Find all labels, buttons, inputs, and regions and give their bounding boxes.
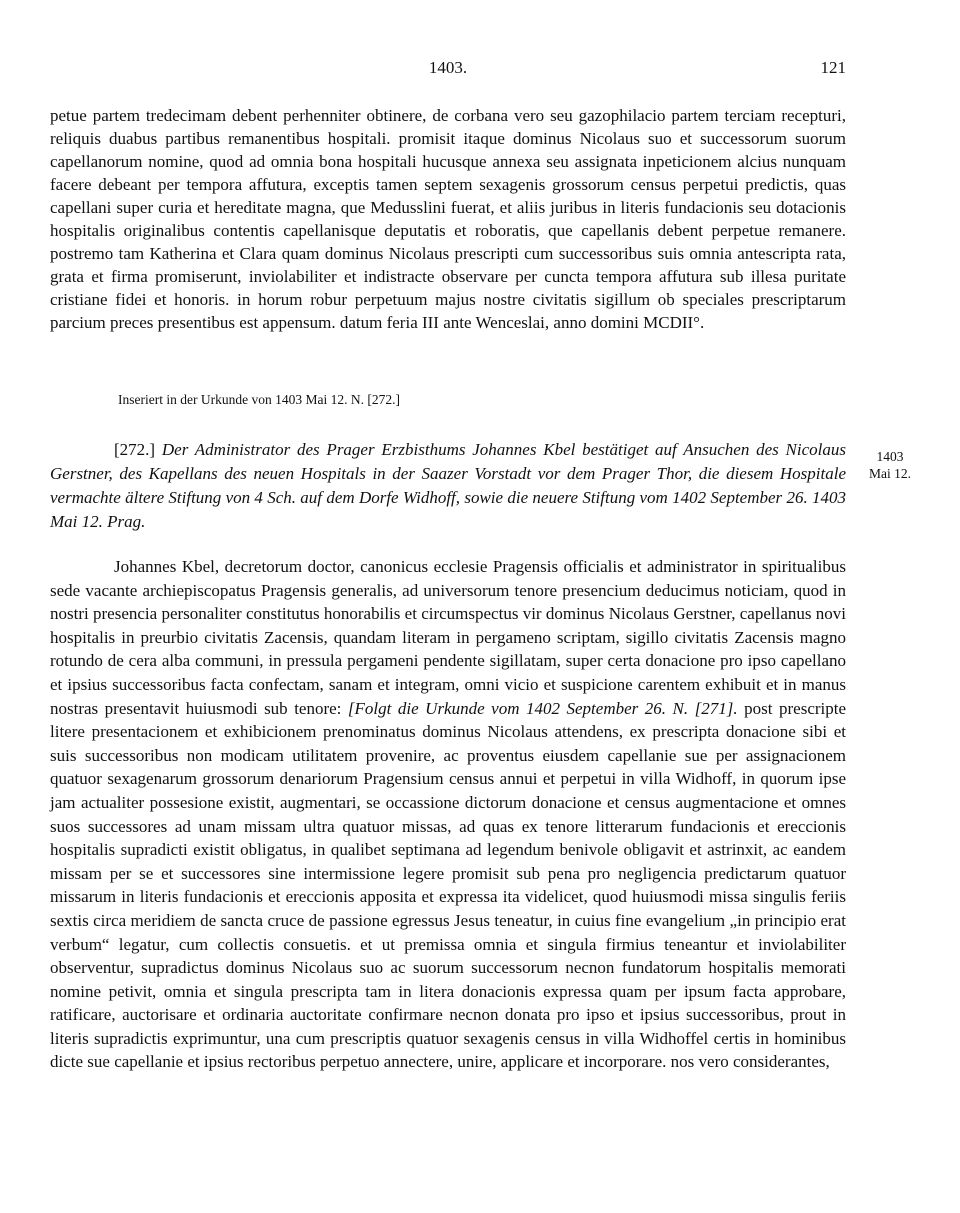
document-text	[50, 555, 846, 1074]
running-head-year: 1403.	[428, 58, 468, 77]
margin-date-day: Mai 12.	[869, 466, 911, 481]
insertion-note: Inseriert in der Urkunde von 1403 Mai 12. N. [272.]	[118, 392, 400, 407]
margin-date	[862, 448, 918, 482]
inserted-document-reference: [Folgt die Urkunde vom 1402 September 26. N. [271].	[347, 698, 738, 718]
document-regest	[50, 438, 846, 534]
paragraph-continuation: petue partem tredecimam debent perhenniter obtinere, de corbana vero seu gazophilacio partem terciam recepturi, reliquis duabus partibus remanentibus hospitali. promisit itaque dominus Nicolaus suo et successorum suorum capellanorum nomine, quod ad omnia bona hospitali hucusque annexa seu assignata inpeticionem alcius nunquam facere debeant per tempora affutura, exceptis tamen septem sexagenis grossorum census perpetui predictis, quas capellani super curia et hereditate magna, que Medusslini fuerat, et aliis juribus in literis fundacionis seu dotacionis hospitalis originalibus contentis capellanisque deputatis et roboratis, que capellanis debent perpetue remanere. postremo tam Katherina et Clara quam dominus Nicolaus prescripti cum successoribus suis omnia antescripta rata, grata et firma promiserunt, inviolabiliter et indistracte observare per cuncta tempora affutura sub illesa puritate cristiane fidei et honoris. in horum robur perpetuum majus nostre civitatis sigillum ob speciales prescriptarum parcium preces presentibus est appensum. datum feria III ante Wenceslai, anno domini MCDII°.	[50, 106, 846, 332]
running-head	[50, 58, 846, 80]
document-text-part1: Johannes Kbel, decretorum doctor, canonicus ecclesie Pragensis officialis et administrator in spiritualibus sede vacante archiepiscopatus Pragensis generalis, ad universorum tenore presencium deducimus noticiam, quod in nostri presencia personaliter constitutus honorabilis et circumspectus vir dominus Nicolaus Gerstner, capellanus novi hospitalis in preurbio civitatis Zacensis, quandam literam in pergameno scriptam, sigillo civitatis Zacensis magno rotundo de cera alba communi, in pressula pergameni pendente sigillatam, super certa donacione pro ipso capellano et ipsius successoribus facta confectam, sanam et integram, omni vicio et suspicione carentem exhibuit et in manus nostras presentavit huiusmodi sub tenore:	[50, 557, 846, 718]
page-number: 121	[820, 58, 846, 77]
document-number: [272.]	[114, 440, 156, 459]
document-text-part2: post prescripte litere presentacionem et exhibicionem prenominatus dominus Nicolaus attendens, ex prescripta donacione sibi et suis successoribus non modicam utilitatem provenire, ac proventus eiusdem capellanie sue per assignacionem quatuor sexagenarum grossorum denariorum Pragensium census annui et perpetui in villa Widhoff, in quorum ipse jam actualiter possesione existit, augmentari, se occassione dictorum donacione et census augmentacione et omnes suos successores ad unam missam ultra quatuor missas, ad quas ex tenore litterarum fundacionis et ereccionis hospitalis supradicti existit obligatus, in qualibet septimana ad legendum benivole obligavit et astrinxit, ac eandem missam per se et successores sine intermissione legere promisit sub pena pro negligencia predictarum quatuor missarum in literis fundacionis et ereccionis apposita et expressa ita videlicet, quod huiusmodi missa singulis feriis sextis circa meridiem de sancta cruce de passione egressus Jesus teneatur, in cuius fine evangelium „in principio erat verbum“ legatur, cum collectis consuetis. et ut premissa omnia et singula firmius teneantur et inviolabiliter observentur, supradictus dominus Nicolaus suo ac suorum successorum necnon fundatorum hospitalis memorati nomine petivit, omnia et singula prescripta tam in litera donacionis expressa quam per ipsum facta approbare, ratificare, auctorisare et ordinaria auctoritate confirmare necnon donata pro ipso et ipsius successoribus, prout in literis supradictis exprimuntur, una cum prescriptis quatuor sexagenis census in villa Widhoffel certis in hominibus dicte sue capellanie et ipsius rectoribus perpetuo annectere, unire, applicare et incorporare. nos vero considerantes,	[50, 698, 847, 1072]
regest-text: Der Administrator des Prager Erzbisthums Johannes Kbel bestätiget auf Ansuchen des Nicolaus Gerstner, des Kapellans des neuen Hospitals in der Saazer Vorstadt vor dem Prager Thor, die diesem Hospitale vermachte ältere Stiftung von 4 Sch. auf dem Dorfe Widhoff, sowie die neuere Stiftung vom 1402 September 26. 1403 Mai 12. Prag.	[50, 440, 847, 531]
margin-date-year: 1403	[876, 449, 904, 464]
